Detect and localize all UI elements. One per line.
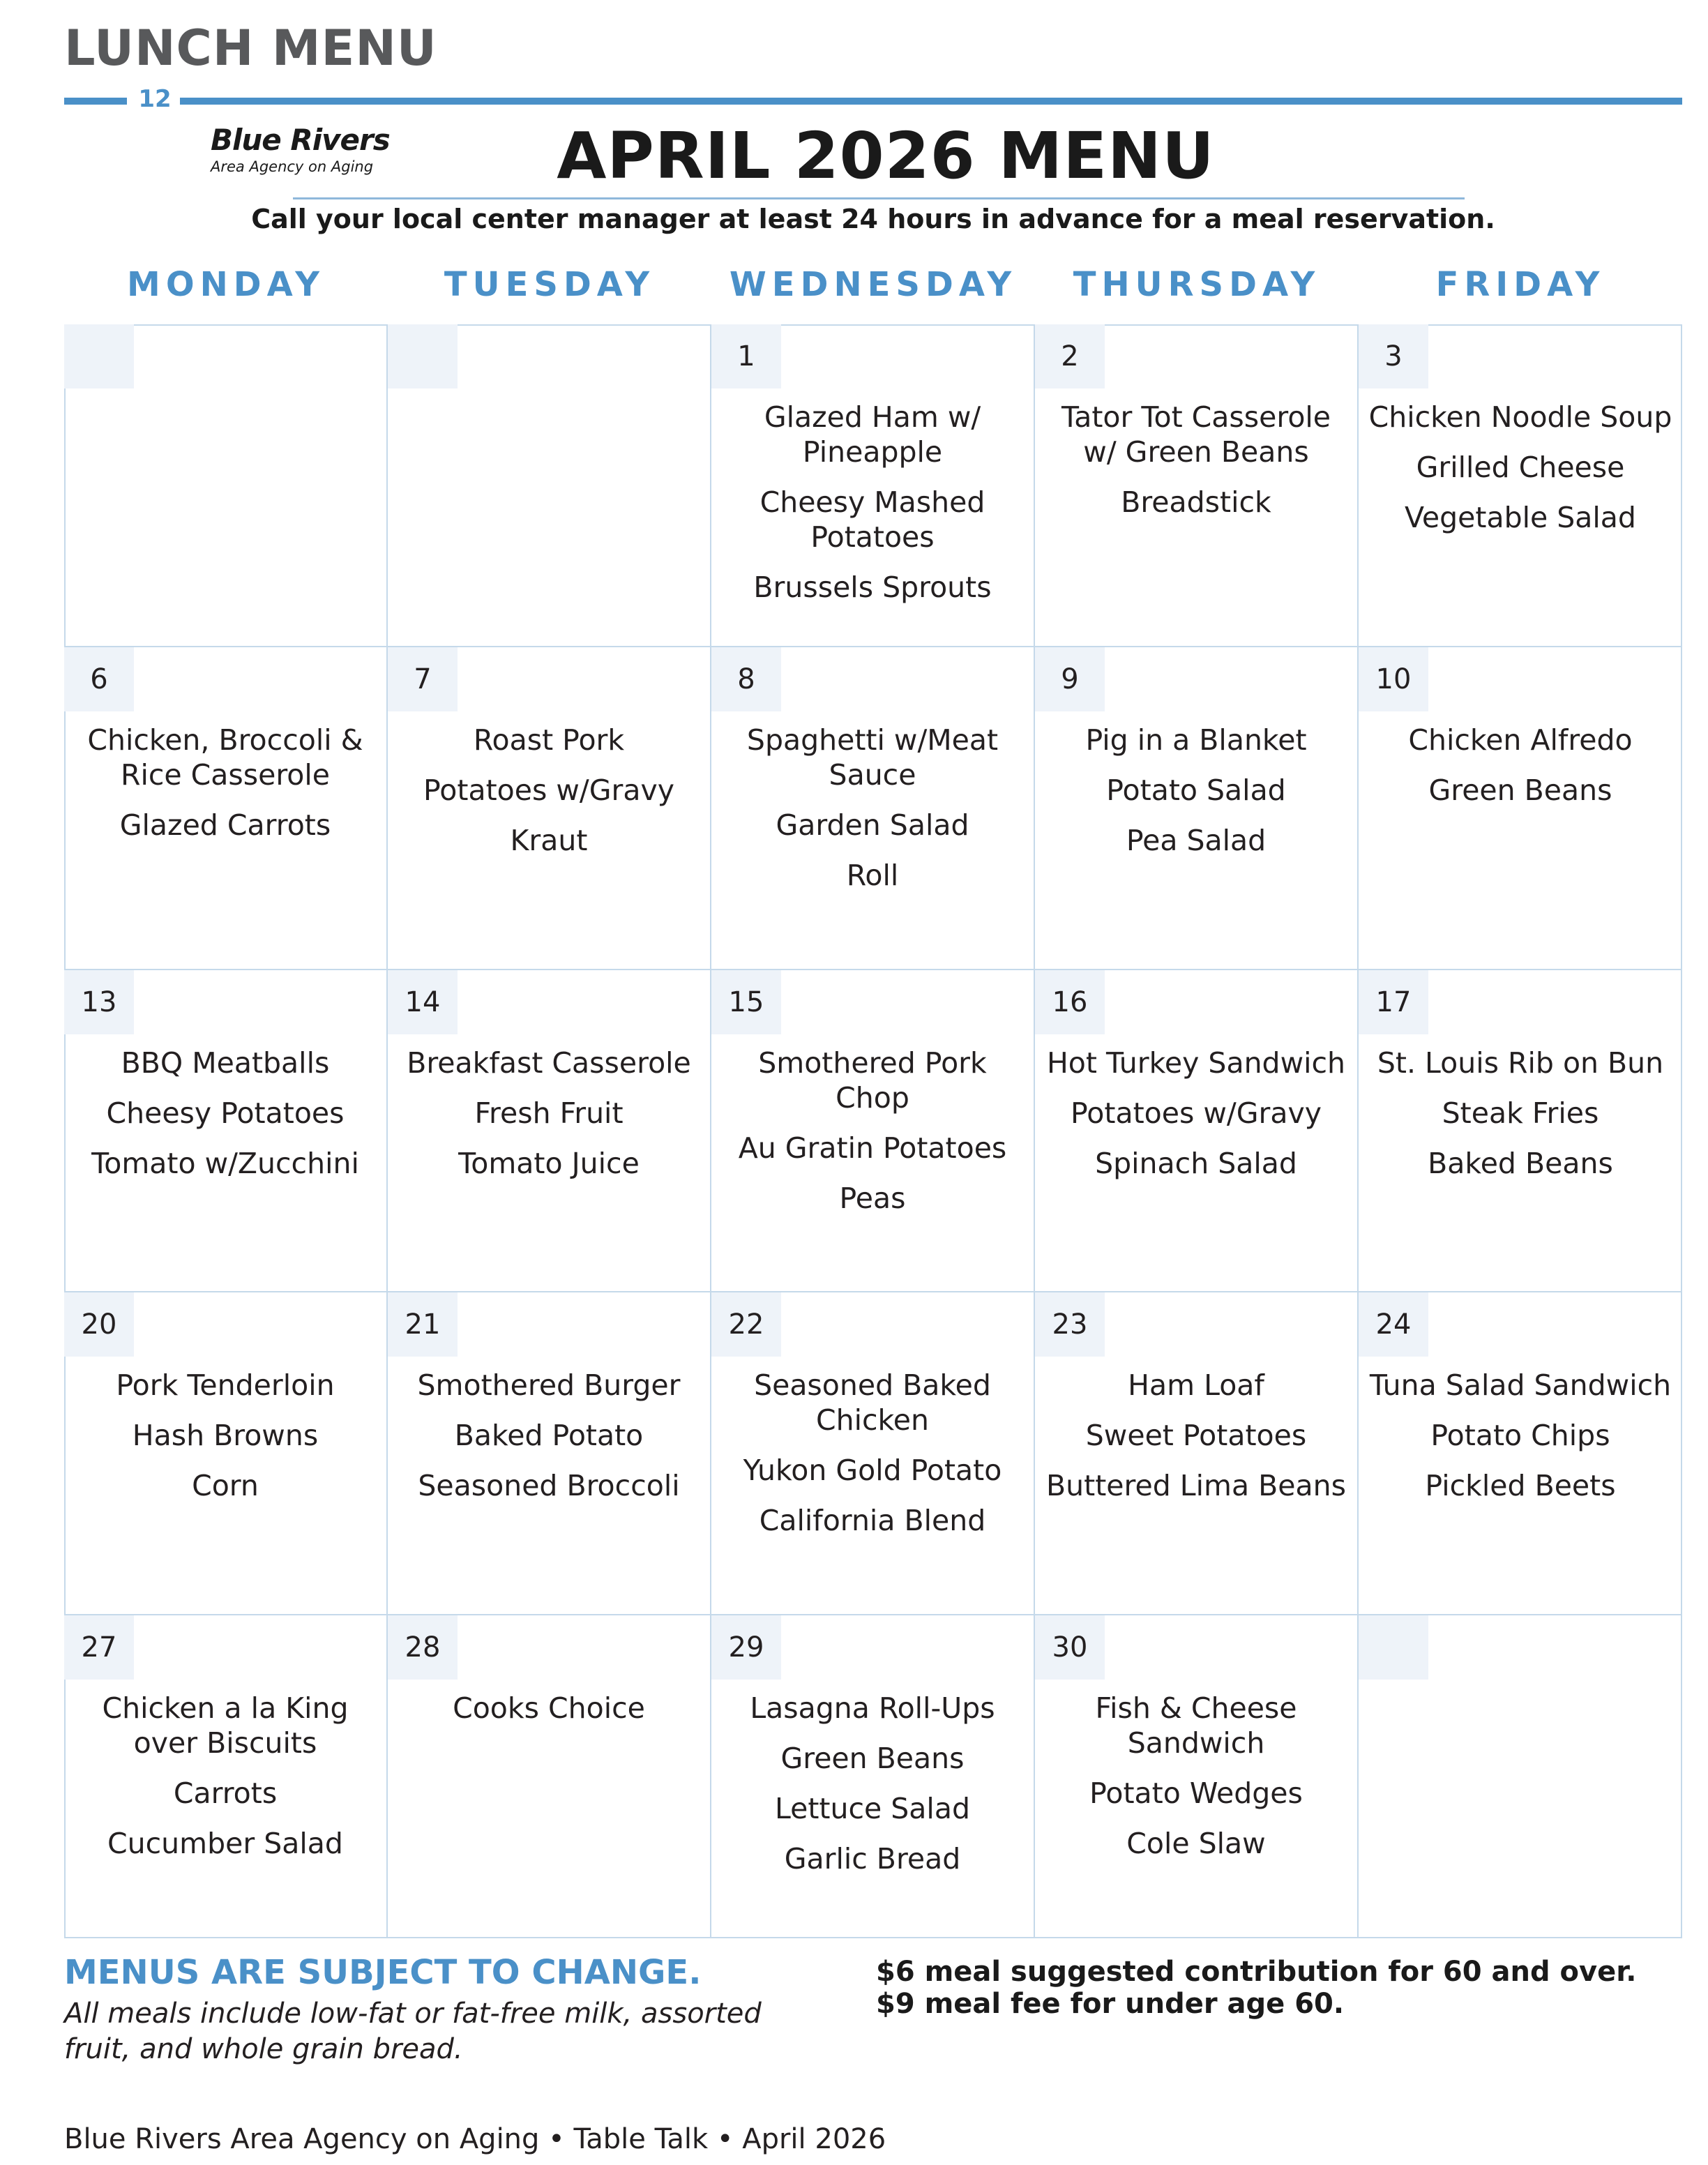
meal-item: California Blend [759,1504,986,1538]
calendar-day-cell [711,647,1035,970]
meal-item: BBQ Meatballs [121,1046,330,1080]
meal-item: Chicken Noodle Soup [1368,400,1672,434]
menu-change-notice: MENUS ARE SUBJECT TO CHANGE. [64,1953,702,1992]
day-number: 7 [388,647,458,711]
page-number: 12 [138,85,172,113]
calendar-day-cell [388,1615,711,1938]
calendar-day-cell [388,1292,711,1615]
meal-item: Chicken Alfredo [1408,723,1633,757]
calendar-day-cell [1359,647,1682,970]
calendar-day-cell [1035,970,1359,1293]
meal-items [70,723,381,858]
meal-item: Seasoned Broccoli [418,1469,680,1503]
meal-items [393,1368,704,1518]
meal-items [717,723,1028,908]
meal-items [1364,723,1677,823]
calendar-day-cell [64,1292,388,1615]
meal-items [1041,1691,1352,1876]
meal-item: Lasagna Roll-Ups [750,1691,995,1726]
calendar-day-cell [1359,1292,1682,1615]
day-number: 27 [64,1615,134,1680]
calendar-day-cell [1359,1615,1682,1938]
day-number: 20 [64,1292,134,1357]
section-title: LUNCH MENU [64,20,437,77]
day-number: 10 [1359,647,1428,711]
meal-items [1364,1046,1677,1196]
meal-items [1364,1368,1677,1518]
meal-item: Green Beans [1428,773,1612,807]
meal-fee-info [876,1956,1685,2020]
meal-item: Fresh Fruit [474,1096,624,1130]
meal-item: Pea Salad [1126,823,1267,857]
weekday-thursday: THURSDAY [1073,265,1321,304]
meal-item: Carrots [173,1776,278,1811]
meal-item: Au Gratin Potatoes [738,1131,1007,1165]
day-number [64,324,134,389]
calendar-day-cell [1035,1615,1359,1938]
meal-item: Seasoned Baked Chicken [754,1368,991,1438]
meal-item: Green Beans [780,1742,965,1776]
calendar-day-cell [711,324,1035,647]
meal-items [717,1046,1028,1231]
day-number: 23 [1035,1292,1105,1357]
meal-item: Brussels Sprouts [753,571,992,604]
meal-item: Ham Loaf [1128,1368,1264,1403]
weekday-tuesday: TUESDAY [444,265,656,304]
header-rule-right [180,98,1682,105]
meal-item: Buttered Lima Beans [1046,1469,1346,1503]
day-number: 29 [711,1615,781,1680]
day-number [388,324,458,389]
meal-item: Cucumber Salad [107,1827,343,1861]
meal-items [1041,723,1352,873]
calendar-day-cell [388,647,711,970]
day-number: 13 [64,970,134,1034]
meal-items [70,1368,381,1518]
meal-item: Potato Chips [1430,1419,1610,1453]
meal-item: Peas [839,1181,906,1215]
day-number: 8 [711,647,781,711]
meal-item: Smothered Burger [417,1368,681,1403]
meal-items [393,1046,704,1196]
meal-item: Glazed Carrots [119,808,331,842]
meal-item: Tomato w/Zucchini [91,1146,359,1180]
meal-inclusion-note: All meals include low-fat or fat-free milk, assorted fruit, and whole grain bread. [64,1998,762,2065]
meal-item: Chicken, Broccoli & Rice Casserole [87,723,363,792]
meal-item: Baked Beans [1428,1146,1613,1180]
calendar-day-cell [388,324,711,647]
meal-item: Fish & Cheese Sandwich [1095,1691,1297,1760]
meal-item: Chicken a la King over Biscuits [102,1691,349,1760]
meal-item: Hash Browns [132,1419,319,1453]
meal-item: Breakfast Casserole [407,1046,691,1080]
calendar-day-cell [64,970,388,1293]
reservation-notice: Call your local center manager at least 24 hours in advance for a meal reservation. [251,204,1495,234]
meal-item: Vegetable Salad [1405,501,1636,534]
calendar-day-cell [1359,970,1682,1293]
meal-item: Kraut [510,823,588,857]
meal-item: Roast Pork [473,723,625,757]
meal-item: Spaghetti w/Meat Sauce [746,723,999,792]
day-number: 30 [1035,1615,1105,1680]
meal-items [1041,1368,1352,1518]
meal-item: St. Louis Rib on Bun [1377,1046,1664,1080]
meal-item: Potato Salad [1106,773,1286,807]
meal-item: Pig in a Blanket [1085,723,1307,757]
menu-calendar-grid [64,324,1682,1938]
meal-item: Lettuce Salad [775,1792,970,1826]
fee-line-contribution: $6 meal suggested contribution for 60 and over. [876,1956,1637,1988]
meal-items [393,723,704,873]
calendar-day-cell [64,647,388,970]
meal-item: Tuna Salad Sandwich [1369,1368,1672,1403]
meal-item: Steak Fries [1442,1096,1599,1130]
day-number: 17 [1359,970,1428,1034]
title-underline [293,197,1465,199]
meal-items [717,1691,1028,1892]
weekday-monday: MONDAY [127,265,325,304]
meal-items [717,400,1028,620]
day-number: 15 [711,970,781,1034]
meal-items [717,1368,1028,1553]
fee-line-under-60: $9 meal fee for under age 60. [876,1988,1345,2020]
meal-items [393,1691,704,1741]
meal-items [1364,400,1677,550]
calendar-day-cell [388,970,711,1293]
meal-item: Baked Potato [454,1419,644,1453]
day-number: 24 [1359,1292,1428,1357]
meal-items [70,1691,381,1876]
meal-item: Cheesy Mashed Potatoes [759,485,985,554]
meal-item: Pork Tenderloin [116,1368,335,1403]
logo-name: Blue Rivers [211,123,390,157]
calendar-day-cell [1035,647,1359,970]
meal-item: Potatoes w/Gravy [423,773,674,807]
day-number: 21 [388,1292,458,1357]
logo-subtitle: Area Agency on Aging [211,158,374,175]
header-rule-left [64,98,127,105]
meal-item: Hot Turkey Sandwich [1046,1046,1346,1080]
meal-item: Sweet Potatoes [1085,1419,1307,1453]
meal-item: Cole Slaw [1126,1827,1266,1861]
meal-item: Spinach Salad [1095,1146,1297,1180]
weekday-wednesday: WEDNESDAY [729,265,1018,304]
calendar-day-cell [64,1615,388,1938]
meal-item: Tator Tot Casserole w/ Green Beans [1061,400,1331,469]
calendar-day-cell [711,970,1035,1293]
day-number: 28 [388,1615,458,1680]
calendar-day-cell [711,1292,1035,1615]
day-number: 16 [1035,970,1105,1034]
meal-items [1041,1046,1352,1196]
page-footer: Blue Rivers Area Agency on Aging • Table Talk • April 2026 [64,2123,886,2155]
meal-item: Pickled Beets [1425,1469,1616,1503]
agency-logo [211,123,390,175]
day-number: 3 [1359,324,1428,389]
meal-item: Garden Salad [776,808,969,842]
weekday-friday: FRIDAY [1435,265,1605,304]
meal-item: Potatoes w/Gravy [1071,1096,1322,1130]
meal-item: Corn [192,1469,259,1503]
meal-item: Yukon Gold Potato [743,1454,1002,1488]
meal-item: Cheesy Potatoes [106,1096,345,1130]
page-title: APRIL 2026 MENU [557,119,1215,193]
calendar-day-cell [64,324,388,647]
meal-item: Breadstick [1121,485,1271,519]
day-number: 2 [1035,324,1105,389]
calendar-day-cell [1359,324,1682,647]
meal-items [1041,400,1352,535]
calendar-day-cell [711,1615,1035,1938]
calendar-day-cell [1035,324,1359,647]
meal-item: Glazed Ham w/ Pineapple [764,400,981,469]
day-number [1359,1615,1428,1680]
meal-item: Garlic Bread [784,1842,961,1876]
meal-item: Potato Wedges [1089,1776,1303,1811]
meal-item: Cooks Choice [453,1691,645,1726]
day-number: 22 [711,1292,781,1357]
meal-item: Smothered Pork Chop [758,1046,987,1115]
day-number: 6 [64,647,134,711]
day-number: 1 [711,324,781,389]
weekday-header-row [64,265,1682,307]
meal-item: Tomato Juice [458,1146,640,1180]
meal-items [70,1046,381,1196]
calendar-day-cell [1035,1292,1359,1615]
day-number: 14 [388,970,458,1034]
day-number: 9 [1035,647,1105,711]
meal-item: Roll [846,858,899,892]
meal-item: Grilled Cheese [1416,451,1625,484]
